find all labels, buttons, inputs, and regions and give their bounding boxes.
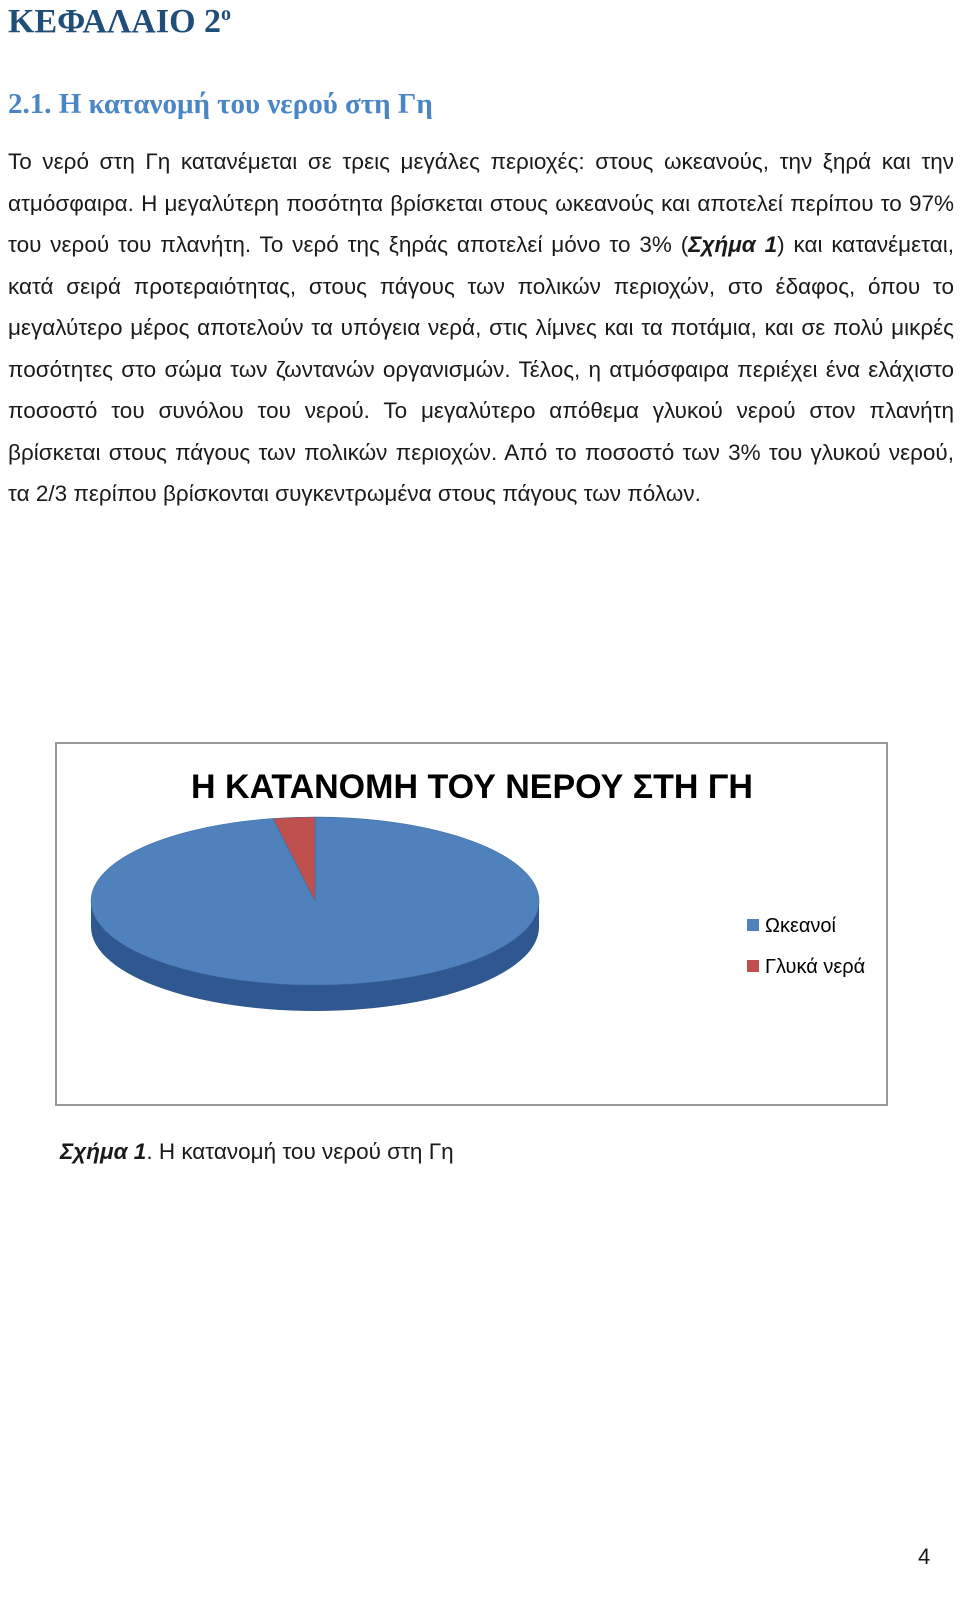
pie-chart-frame xyxy=(55,742,888,1106)
pie-chart xyxy=(57,744,886,1104)
figure-caption xyxy=(60,1135,454,1169)
body-paragraph xyxy=(8,141,954,515)
chapter-title xyxy=(8,0,231,44)
section-title: 2.1. Η κατανομή του νερού στη Γη xyxy=(8,88,433,120)
paragraph-part-1: Το νερό στη Γη κατανέμεται σε τρεις μεγάλες περιοχές: στους ωκεανούς, την ξηρά και την ατμόσφαιρα. Η μεγαλύτερη ποσότητα βρίσκεται στους ωκεανούς και αποτελεί περίπου το 97% του νερού του πλανήτη. Το νερό της ξηράς αποτελεί μόνο το 3% ( xyxy=(8,149,954,257)
legend-swatch-oceans xyxy=(747,919,759,931)
legend-label-freshwater: Γλυκά νερά xyxy=(765,956,866,978)
figure-reference: Σχήμα 1 xyxy=(688,232,778,257)
chart-title: Η ΚΑΤΑΝΟΜΗ ΤΟΥ ΝΕΡΟΥ ΣΤΗ ΓΗ xyxy=(191,768,753,806)
paragraph-part-2: ) και κατανέμεται, κατά σειρά προτεραιότητας, στους πάγους των πολικών περιοχών, στο έδαφος, όπου το μεγαλύτερο μέρος αποτελούν τα υπόγεια νερά, στις λίμνες και τα ποτάμια, και σε πολύ μικρές ποσότητες στο σώμα των ζωντανών οργανισμών. Τέλος, η ατμόσφαιρα περιέχει ένα ελάχιστο ποσοστό του συνόλου του νερού. Το μεγαλύτερο απόθεμα γλυκού νερού στον πλανήτη βρίσκεται στους πάγους των πολικών περιοχών. Από το ποσοστό των 3% του γλυκού νερού, τα 2/3 περίπου βρίσκονται συγκεντρωμένα στους πάγους των πόλων. xyxy=(8,232,954,506)
caption-label: Σχήμα 1 xyxy=(60,1139,147,1164)
caption-text: . Η κατανομή του νερού στη Γη xyxy=(146,1139,454,1164)
chapter-title-text: ΚΕΦΑΛΑΙΟ 2 xyxy=(8,3,222,40)
legend-swatch-freshwater xyxy=(747,960,759,972)
page-number: 4 xyxy=(918,1544,931,1569)
chapter-title-superscript: ο xyxy=(221,3,232,25)
legend-label-oceans: Ωκεανοί xyxy=(765,915,836,937)
